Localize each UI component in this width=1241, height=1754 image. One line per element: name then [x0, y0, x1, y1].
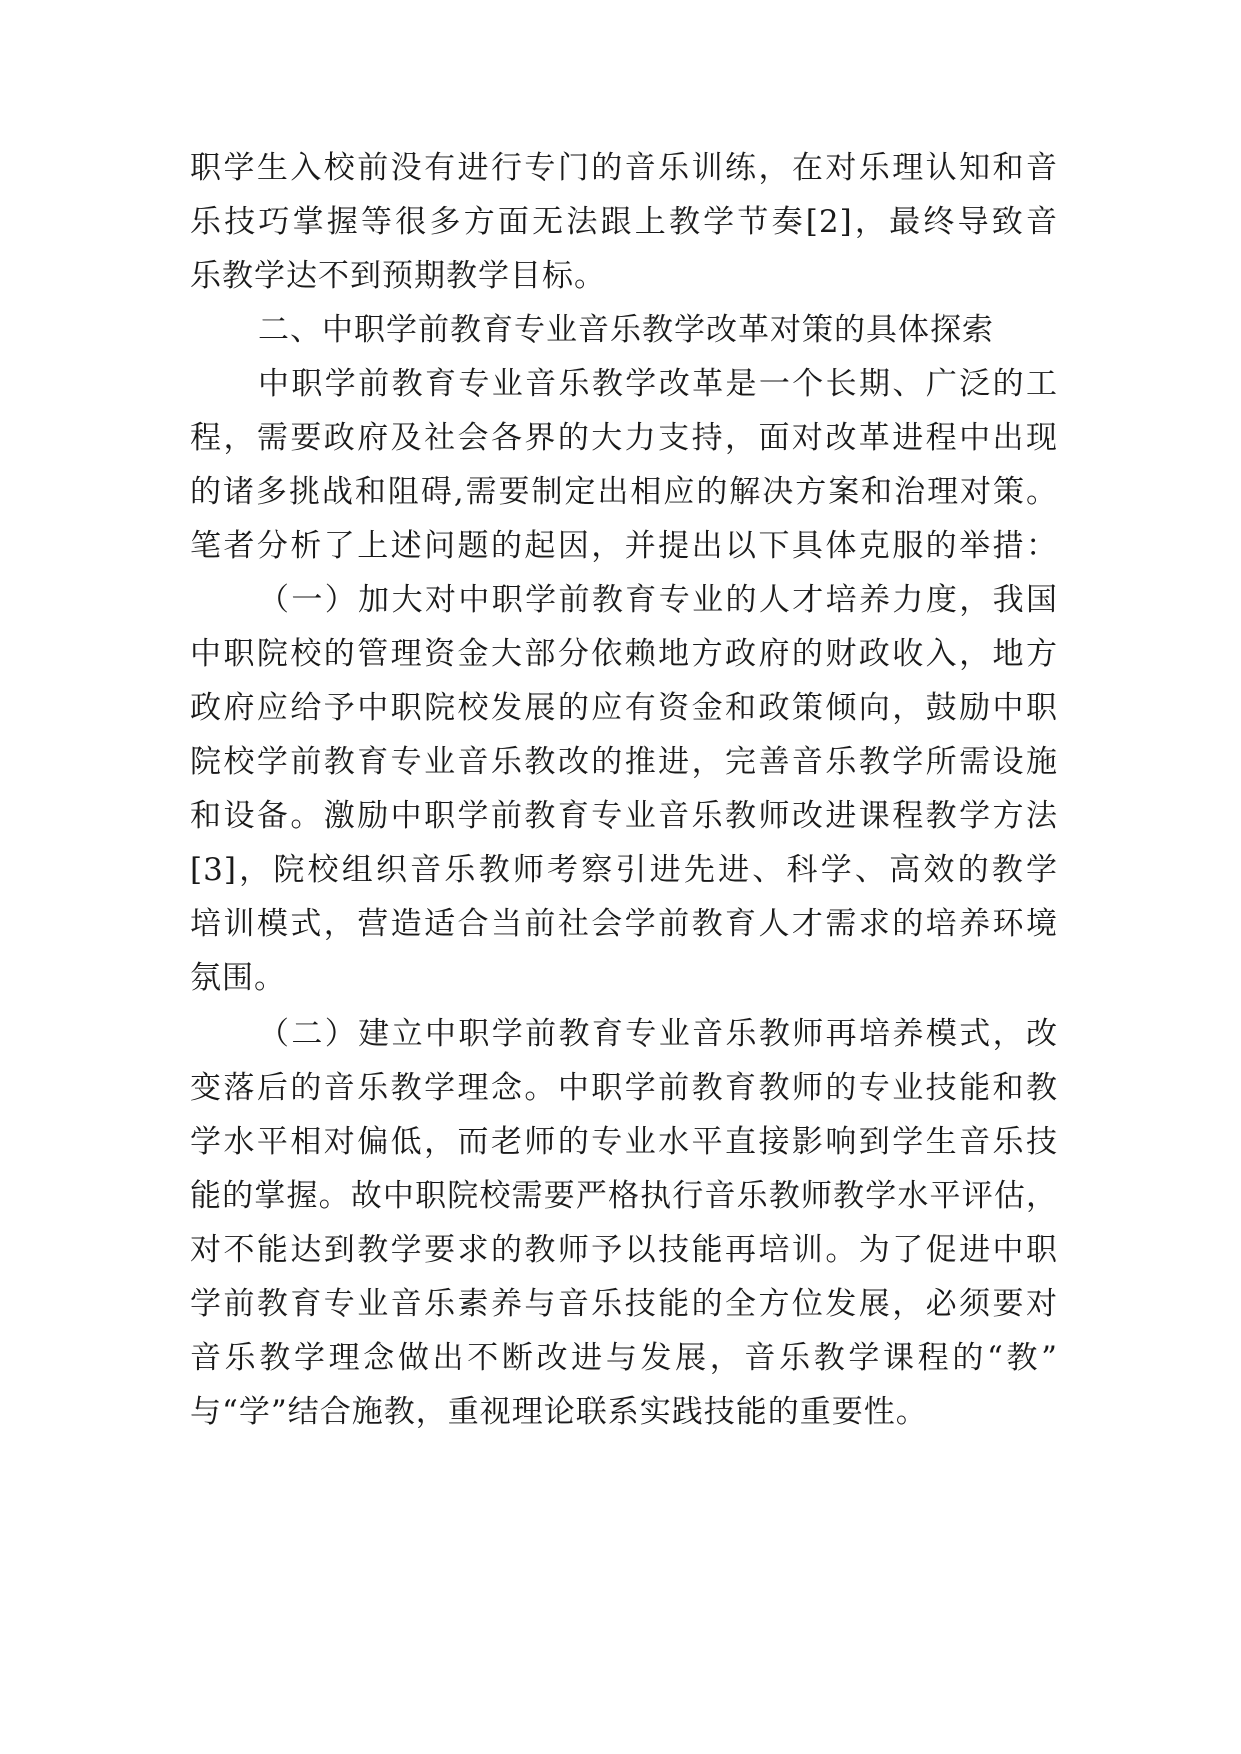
text-line: （二）建立中职学前教育专业音乐教师再培养模式，改 [258, 1016, 1058, 1052]
text-line: 与“学”结合施教，重视理论联系实践技能的重要性。 [190, 1394, 928, 1430]
text-line: 程，需要政府及社会各界的大力支持，面对改革进程中出现 [190, 420, 1058, 456]
text-line: 乐教学达不到预期教学目标。 [190, 258, 606, 294]
text-line: 变落后的音乐教学理念。中职学前教育教师的专业技能和教 [190, 1070, 1058, 1106]
paragraph [190, 357, 1058, 573]
text-line: 音乐教学理念做出不断改进与发展，音乐教学课程的“教” [190, 1340, 1058, 1376]
text-line: 氛围。 [190, 960, 286, 996]
paragraph-continuation [190, 141, 1058, 303]
text-line: 院校学前教育专业音乐教改的推进，完善音乐教学所需设施 [190, 744, 1058, 780]
text-line: 中职院校的管理资金大部分依赖地方政府的财政收入，地方 [190, 636, 1058, 672]
text-line: 的诸多挑战和阻碍,需要制定出相应的解决方案和治理对策。 [190, 474, 1058, 510]
text-line: （一）加大对中职学前教育专业的人才培养力度，我国 [258, 582, 1058, 618]
heading-text: 二、中职学前教育专业音乐教学改革对策的具体探索 [258, 312, 994, 348]
text-line: 笔者分析了上述问题的起因，并提出以下具体克服的举措： [190, 528, 1058, 564]
text-line: 和设备。激励中职学前教育专业音乐教师改进课程教学方法 [190, 798, 1058, 834]
text-line: 对不能达到教学要求的教师予以技能再培训。为了促进中职 [190, 1232, 1058, 1268]
text-line: 职学生入校前没有进行专门的音乐训练，在对乐理认知和音 [190, 150, 1058, 186]
section-heading [190, 303, 1058, 357]
text-line: 学前教育专业音乐素养与音乐技能的全方位发展，必须要对 [190, 1286, 1058, 1322]
text-line: 政府应给予中职院校发展的应有资金和政策倾向，鼓励中职 [190, 690, 1058, 726]
text-line: 培训模式，营造适合当前社会学前教育人才需求的培养环境 [190, 906, 1058, 942]
paragraph [190, 573, 1058, 1005]
text-line: 能的掌握。故中职院校需要严格执行音乐教师教学水平评估， [190, 1178, 1058, 1214]
text-line: 学水平相对偏低，而老师的专业水平直接影响到学生音乐技 [190, 1124, 1058, 1160]
text-line: [3]，院校组织音乐教师考察引进先进、科学、高效的教学 [190, 852, 1058, 888]
paragraph [190, 1007, 1058, 1439]
text-line: 乐技巧掌握等很多方面无法跟上教学节奏[2]，最终导致音 [190, 204, 1058, 240]
text-line: 中职学前教育专业音乐教学改革是一个长期、广泛的工 [258, 366, 1058, 402]
